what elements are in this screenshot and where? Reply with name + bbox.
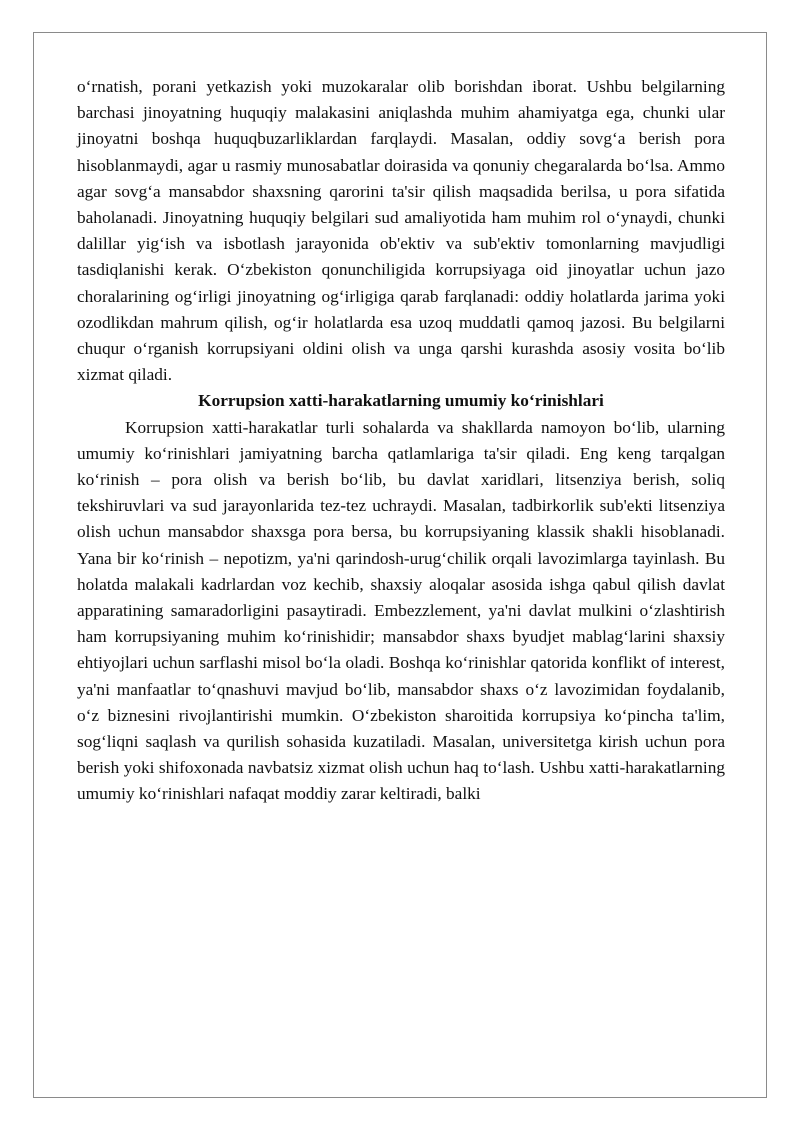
paragraph-continuation: o‘rnatish, porani yetkazish yoki muzokaralar olib borishdan iborat. Ushbu belgilarning barchasi jinoyatning huquqiy malakasini aniqlashda muhim ahamiyatga ega, chunki ular jinoyatni boshqa huquqbuzarliklardan farqlaydi. Masalan, oddiy sovg‘a berish pora hisoblanmaydi, agar u rasmiy munosabatlar doirasida va qonuniy chegaralarda bo‘lsa. Ammo agar sovg‘a mansabdor shaxsning qarorini ta'sir qilish maqsadida berilsa, u pora sifatida baholanadi. Jinoyatning huquqiy belgilari sud amaliyotida ham muhim rol o‘ynaydi, chunki dalillar yig‘ish va isbotlash jarayonida ob'ektiv va sub'ektiv tomonlarning mavjudligi tasdiqlanishi kerak. O‘zbekiston qonunchiligida korrupsiyaga oid jinoyatlar uchun jazo choralarining og‘irligi jinoyatning og‘irligiga qarab farqlanadi: oddiy holatlarda jarima yoki ozodlikdan mahrum qilish, og‘ir holatlarda esa uzoq muddatli qamoq jazosi. Bu belgilarni chuqur o‘rganish korrupsiyani oldini olish va unga qarshi kurashda asosiy vosita bo‘lib xizmat qiladi.: [77, 77, 725, 385]
section-heading: Korrupsion xatti-harakatlarning umumiy ko‘rinishlari: [198, 391, 604, 411]
document-body: [77, 74, 725, 808]
paragraph-body: Korrupsion xatti-harakatlar turli sohalarda va shakllarda namoyon bo‘lib, ularning umumiy ko‘rinishlari jamiyatning barcha qatlamlariga ta'sir qiladi. Eng keng tarqalgan ko‘rinish – pora olish va berish bo‘lib, bu davlat xaridlari, litsenziya berish, soliq tekshiruvlari va sud jarayonlarida tez-tez uchraydi. Masalan, tadbirkorlik sub'ekti litsenziya olish uchun mansabdor shaxsga pora bersa, bu korrupsiyaning klassik shakli hisoblanadi. Yana bir ko‘rinish – nepotizm, ya'ni qarindosh-urug‘chilik orqali lavozimlarga tayinlash. Bu holatda malakali kadrlardan voz kechib, shaxsiy aloqalar asosida ishga qabul qilish davlat apparatining samaradorligini pasaytiradi. Embezzlement, ya'ni davlat mulkini o‘zlashtirish ham korrupsiyaning muhim ko‘rinishidir; mansabdor shaxs byudjet mablag‘larini shaxsiy ehtiyojlari uchun sarflashi misol bo‘la oladi. Boshqa ko‘rinishlar qatorida konflikt of interest, ya'ni manfaatlar to‘qnashuvi mavjud bo‘lib, mansabdor shaxs o‘z lavozimidan foydalanib, o‘z biznesini rivojlantirishi mumkin. O‘zbekiston sharoitida korrupsiya ko‘pincha ta'lim, sog‘liqni saqlash va qurilish sohasida kuzatiladi. Masalan, universitetga kirish uchun pora berish yoki shifoxonada navbatsiz xizmat olish uchun haq to‘lash. Ushbu xatti-harakatlarning umumiy ko‘rinishlari nafaqat moddiy zarar keltiradi, balki: [77, 417, 725, 804]
